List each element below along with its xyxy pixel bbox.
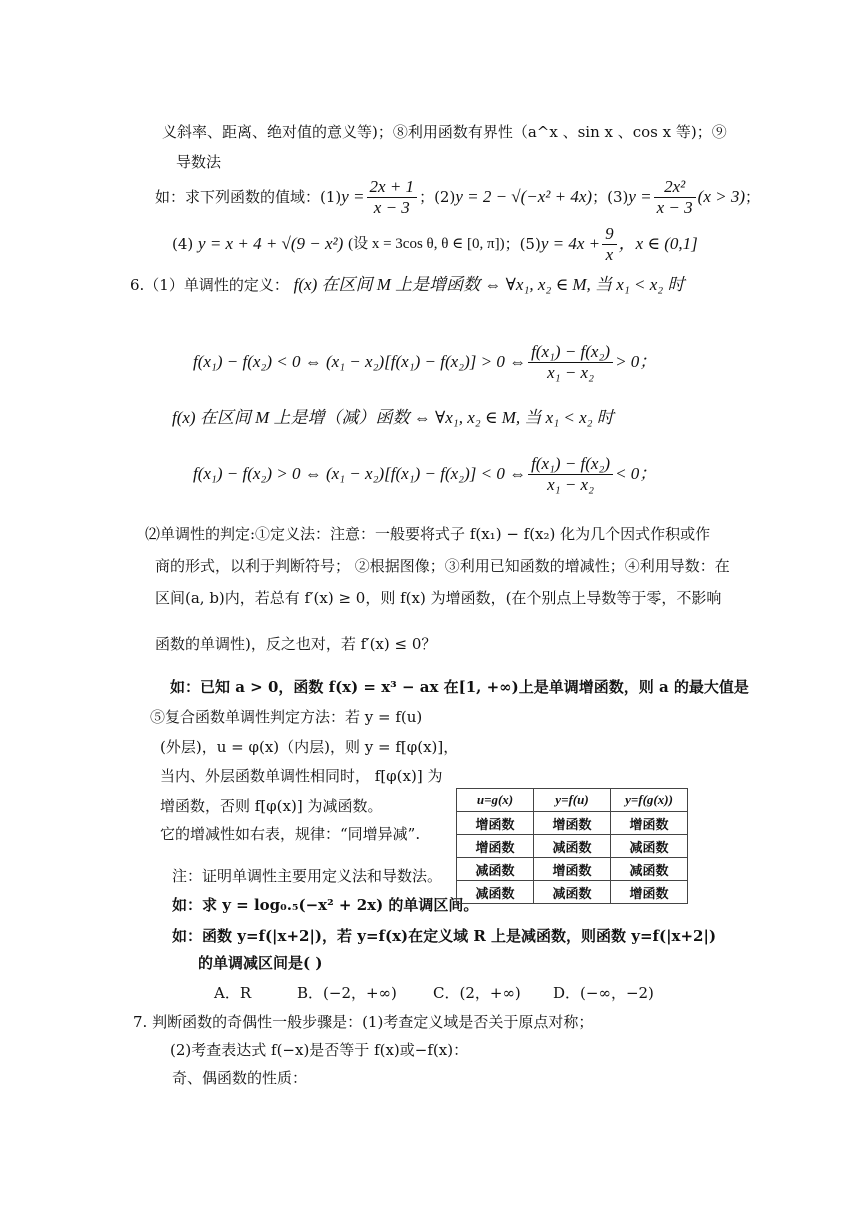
- table-cell: 增函数: [611, 881, 688, 904]
- separator: ；(3): [592, 188, 629, 206]
- mcq-option-a: A．R: [214, 984, 252, 1002]
- example-range-line-1: [155, 175, 760, 219]
- note-line: 注：证明单调性主要用定义法和导数法。: [172, 867, 443, 885]
- mcq-option-b: B．(−2，+∞): [297, 984, 397, 1002]
- table-cell: 减函数: [534, 881, 611, 904]
- formula: y = 4x +: [540, 234, 601, 253]
- table-cell: 减函数: [611, 858, 688, 881]
- fraction-numerator: 2x²: [654, 177, 696, 198]
- monotonicity-table: [456, 788, 688, 904]
- text-line: 导数法: [176, 153, 222, 171]
- example-max-question: 如：已知 a > 0，函数 f(x) = x³ − ax 在[1, +∞)上是单调增函数，则 a 的最大值是: [170, 678, 749, 696]
- table-row: [457, 812, 688, 835]
- mcq-option-c: C．(2，+∞): [433, 984, 521, 1002]
- table-header: y=f(u): [534, 789, 611, 812]
- section-7-heading: 7. 判断函数的奇偶性一般步骤是：(1)考查定义域是否关于原点对称；: [133, 1013, 594, 1031]
- definition-increasing: f(x) 在区间 M 上是增函数 ⇔ ∀x₁, x₂ ∈ M, 当 x₁ < x₂ 时: [293, 275, 685, 294]
- fraction-numerator: f(x₁) − f(x₂): [528, 454, 613, 475]
- table-row: [457, 835, 688, 858]
- fraction-denominator: x − 3: [656, 197, 693, 217]
- fraction-numerator: 2x + 1: [367, 177, 418, 198]
- example-label: (4): [172, 235, 194, 253]
- fraction-numerator: f(x₁) − f(x₂): [528, 342, 613, 363]
- table-cell: 减函数: [611, 835, 688, 858]
- formula-hint: (设 x = 3cos θ, θ ∈ [0, π]): [348, 236, 505, 252]
- separator: ；(5): [504, 235, 541, 253]
- table-cell: 增函数: [457, 812, 534, 835]
- section-title: 6.（1）单调性的定义：: [130, 276, 289, 294]
- example-range-line-2: [172, 222, 698, 266]
- fraction-denominator: x₁ − x₂: [547, 362, 595, 382]
- fraction: [528, 454, 613, 495]
- fraction-numerator: 9: [602, 224, 617, 245]
- example-prefix: 如：求下列函数的值域：(1): [155, 188, 342, 206]
- table-row: [457, 881, 688, 904]
- fraction: [367, 177, 418, 218]
- text-line: 义斜率、距离、绝对值的意义等)；⑧利用函数有界性（a^x 、sin x 、cos x 等)；⑨: [162, 123, 727, 141]
- text-line: ⑤复合函数单调性判定方法：若 y = f(u): [150, 708, 423, 726]
- formula: y = 2 − √(−x² + 4x): [455, 187, 593, 206]
- table-header: y=f(g(x)): [611, 789, 688, 812]
- example-log-question: 如：求 y = log₀.₅(−x² + 2x) 的单调区间。: [172, 896, 479, 914]
- equation: f(x₁) − f(x₂) > 0 ⇔ (x₁ − x₂)[f(x₁) − f(x₂)] < 0 ⇔: [193, 464, 527, 483]
- text-line: 商的形式，以利于判断符号； ②根据图像；③利用已知函数的增减性；④利用导数：在: [155, 557, 730, 575]
- table-header-row: [457, 789, 688, 812]
- text-line: (2)考查表达式 f(−x)是否等于 f(x)或−f(x)：: [170, 1041, 469, 1059]
- definition-line: [172, 408, 614, 428]
- text-line: 函数的单调性)，反之也对，若 f′(x) ≤ 0？: [155, 635, 437, 653]
- separator: ；: [745, 188, 761, 206]
- text-line: 增函数，否则 f[φ(x)] 为减函数。: [160, 797, 383, 815]
- formula: y = x + 4 + √(9 − x²): [198, 234, 344, 253]
- mcq-question: 如：函数 y=f(|x+2|)，若 y=f(x)在定义域 R 上是减函数，则函数 y=f(|x+2|): [172, 927, 717, 945]
- text-line: ⑵单调性的判定:①定义法：注意：一般要将式子 f(x₁) − f(x₂) 化为几个因式作积或作: [145, 525, 711, 543]
- table-cell: 减函数: [457, 881, 534, 904]
- mcq-question: 的单调减区间是( ): [198, 954, 323, 972]
- text-line: (外层)，u = φ(x)（内层)，则 y = f[φ(x)]，: [160, 738, 459, 756]
- separator: ；(2): [419, 188, 456, 206]
- table-cell: 增函数: [534, 812, 611, 835]
- table-cell: 增函数: [534, 858, 611, 881]
- fraction-denominator: x: [605, 244, 614, 264]
- table-row: [457, 858, 688, 881]
- formula: y =: [628, 187, 652, 206]
- table-cell: 减函数: [457, 858, 534, 881]
- section-6-heading: [130, 275, 684, 295]
- equation-line-1: [193, 340, 656, 384]
- equation: < 0；: [615, 464, 657, 483]
- mcq-option-d: D．(−∞，−2): [553, 984, 654, 1002]
- formula: y =: [341, 187, 365, 206]
- text-line: 它的增减性如右表，规律：“同增异减”.: [160, 825, 421, 843]
- text-line: 奇、偶函数的性质：: [172, 1069, 308, 1087]
- formula-domain: ，x ∈ (0,1]: [618, 234, 698, 253]
- fraction: [528, 342, 613, 383]
- fraction-denominator: x₁ − x₂: [547, 474, 595, 494]
- equation: f(x₁) − f(x₂) < 0 ⇔ (x₁ − x₂)[f(x₁) − f(x₂)] > 0 ⇔: [193, 352, 527, 371]
- formula-condition: (x > 3): [697, 187, 745, 206]
- table-header: u=g(x): [457, 789, 534, 812]
- definition-decreasing: f(x) 在区间 M 上是增（减）函数 ⇔ ∀x₁, x₂ ∈ M, 当 x₁ < x₂ 时: [172, 408, 614, 427]
- table-cell: 增函数: [457, 835, 534, 858]
- table-cell: 减函数: [534, 835, 611, 858]
- table-cell: 增函数: [611, 812, 688, 835]
- fraction-denominator: x − 3: [373, 197, 410, 217]
- text-line: 区间(a, b)内，若总有 f′(x) ≥ 0，则 f(x) 为增函数，(在个别点上导数等于零，不影响: [155, 589, 722, 607]
- equation: > 0；: [615, 352, 657, 371]
- equation-line-2: [193, 452, 656, 496]
- fraction: [654, 177, 696, 218]
- fraction: [602, 224, 617, 265]
- text-line: 当内、外层函数单调性相同时， f[φ(x)] 为: [160, 767, 443, 785]
